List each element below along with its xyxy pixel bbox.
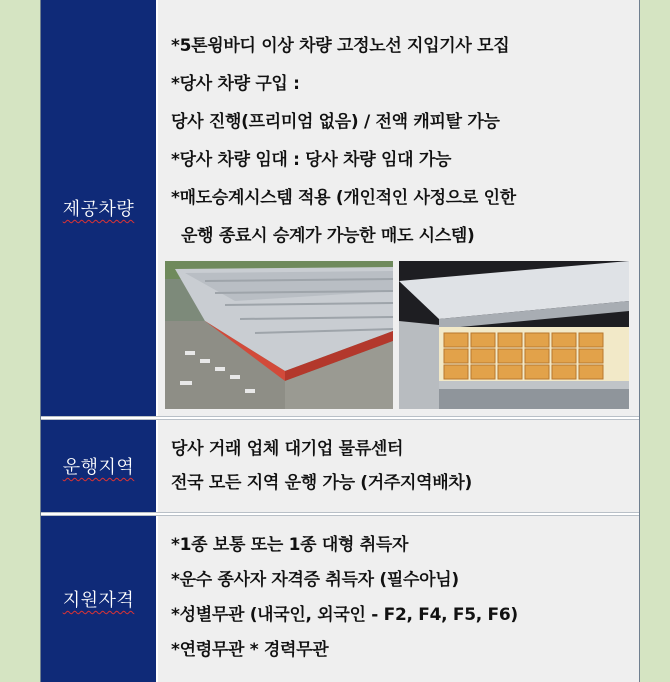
row-qualification — [41, 516, 639, 682]
vehicle-line-1: *5톤윙바디 이상 차량 고정노선 지입기사 모집 — [171, 36, 510, 56]
row-vehicle — [41, 0, 639, 416]
region-line-1: 당사 거래 업체 대기업 물류센터 — [171, 439, 404, 459]
vehicle-line-5: *매도승계시스템 적용 (개인적인 사정으로 인한 — [171, 188, 516, 208]
vehicle-line-2: *당사 차량 구입 : — [171, 74, 300, 94]
wingbody-truck-cargo-photo — [399, 261, 629, 409]
row-region — [41, 420, 639, 512]
vehicle-line-3: 당사 진행(프리미엄 없음) / 전액 캐피탈 가능 — [171, 112, 500, 132]
content-vehicle — [156, 0, 639, 416]
vehicle-line-6: 운행 종료시 승계가 가능한 매도 시스템) — [181, 226, 475, 246]
header-vehicle: 제공차량 — [41, 0, 156, 416]
qualification-line-3: *성별무관 (내국인, 외국인 - F2, F4, F5, F6) — [171, 605, 518, 625]
vehicle-line-4: *당사 차량 임대 : 당사 차량 임대 가능 — [171, 150, 452, 170]
aerial-warehouse-photo — [165, 261, 393, 409]
header-qualification: 지원자격 — [41, 516, 156, 682]
content-qualification — [156, 516, 639, 682]
qualification-line-2: *운수 종사자 자격증 취득자 (필수아님) — [171, 570, 459, 590]
qualification-line-4: *연령무관 * 경력무관 — [171, 640, 329, 660]
qualification-line-1: *1종 보통 또는 1종 대형 취득자 — [171, 535, 409, 555]
recruitment-table — [40, 0, 640, 682]
content-region — [156, 420, 639, 512]
region-line-2: 전국 모든 지역 운행 가능 (거주지역배차) — [171, 473, 472, 493]
header-region: 운행지역 — [41, 420, 156, 512]
